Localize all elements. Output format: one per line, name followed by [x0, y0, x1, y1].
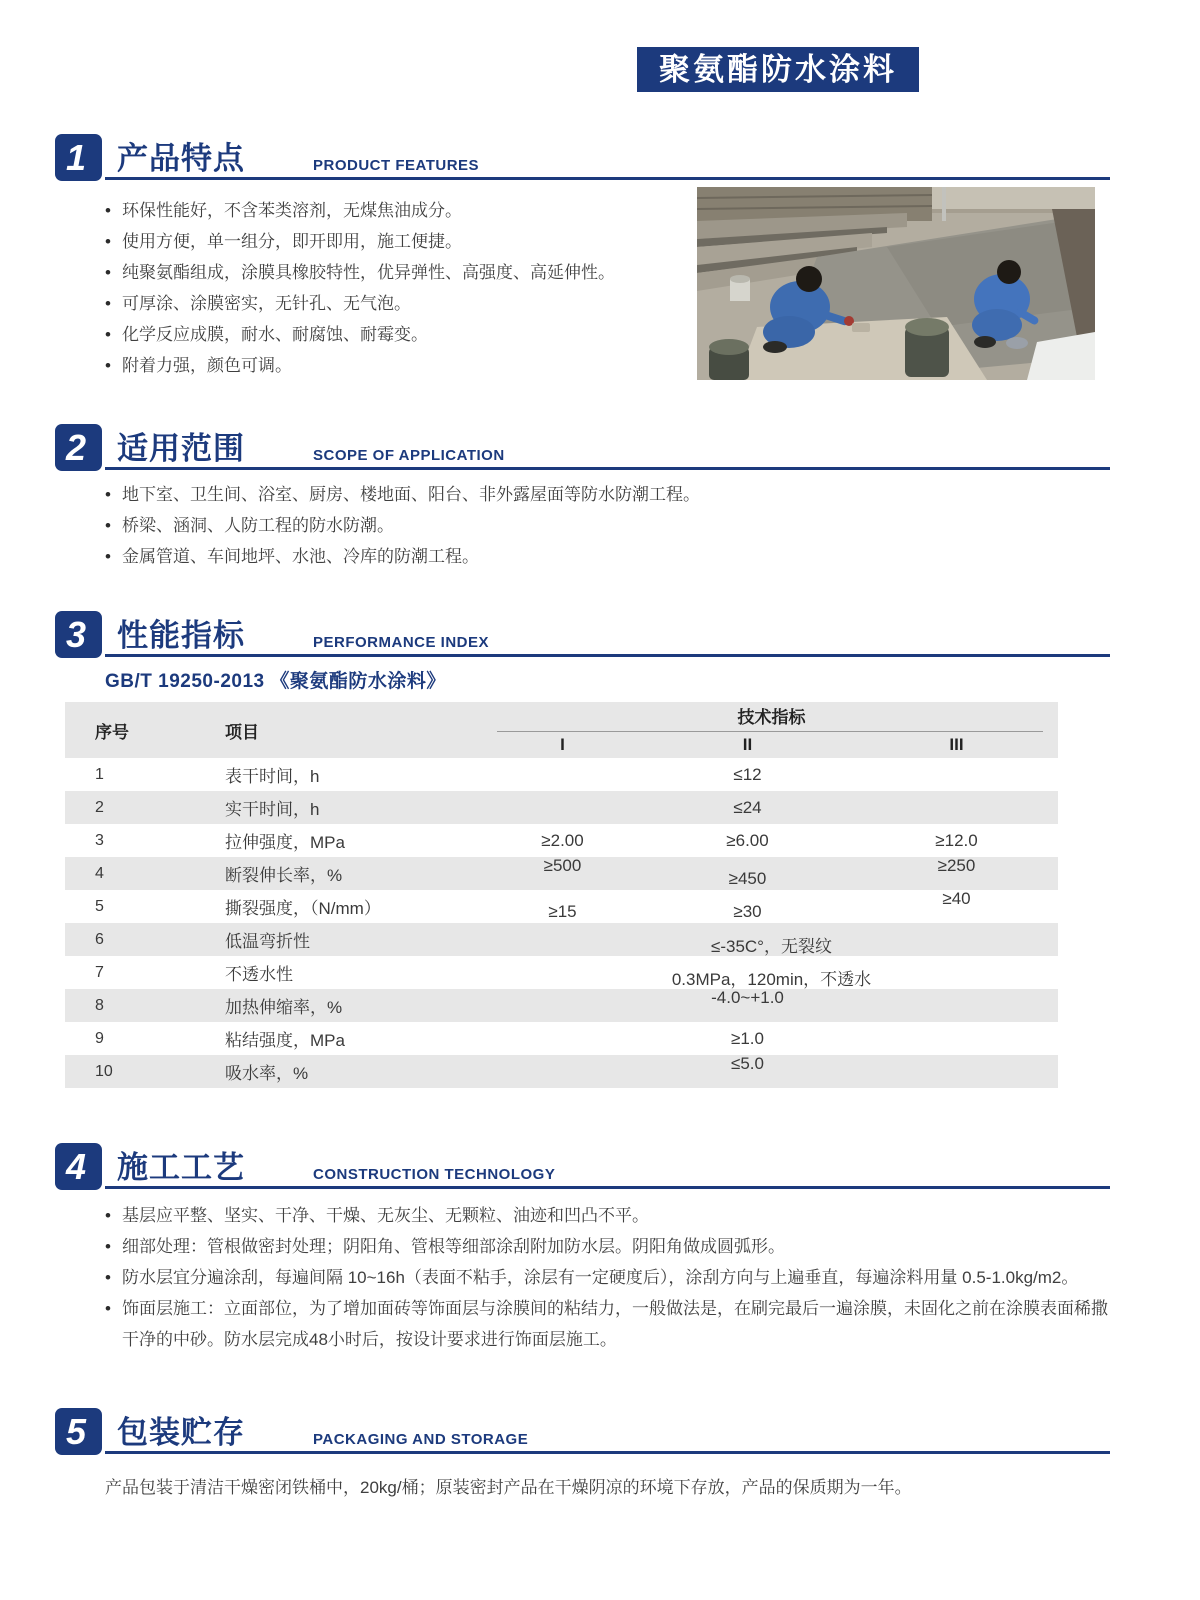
performance-table: [65, 702, 1058, 1088]
table-row: 9 粘结强度，MPa ≥1.0: [95, 1028, 764, 1050]
grade-header-2: II: [742, 735, 753, 754]
section-header-packaging: [55, 1405, 1110, 1455]
table-row: 2 实干时间，h ≤24: [65, 791, 1058, 824]
scope-content: [105, 479, 1200, 572]
list-item: • 可厚涂、涂膜密实，无针孔、无气泡。: [105, 288, 690, 319]
table-row: 10 吸水率，% ≤5.0: [65, 1055, 1058, 1088]
section-subtitle-en: PRODUCT FEATURES: [313, 157, 480, 174]
table-row: 7 不透水性 0.3MPa，120min，不透水: [95, 963, 872, 989]
section-number-badge: 5: [55, 1408, 102, 1455]
table-row: 8 加热伸缩率，% -4.0~+1.0: [65, 989, 1058, 1022]
column-header-item: 项目: [225, 722, 259, 742]
section-header-construction: [55, 1140, 1110, 1190]
list-item: • 金属管道、车间地坪、水池、冷库的防潮工程。: [105, 541, 1200, 572]
section-rule: [105, 654, 1110, 657]
section-title: 产品特点: [117, 141, 245, 176]
section-subtitle-en: SCOPE OF APPLICATION: [313, 447, 505, 464]
section-number-badge: 2: [55, 424, 102, 471]
list-item: • 基层应平整、坚实、干净、干燥、无灰尘、无颗粒、油迹和凹凸不平。: [105, 1200, 1110, 1231]
page-title: 聚氨酯防水涂料: [637, 47, 919, 92]
construction-list: [105, 1200, 1200, 1355]
column-header-tech-index: 技术指标: [485, 702, 1058, 732]
section-rule: [105, 1186, 1110, 1189]
section-number-badge: 4: [55, 1143, 102, 1190]
section-header-product-features: [55, 131, 1110, 181]
section-header-scope: [55, 421, 1110, 471]
table-row: 3 拉伸强度，MPa ≥2.00 ≥6.00 ≥12.0: [95, 830, 978, 852]
barrel: [709, 339, 749, 380]
list-item: • 环保性能好，不含苯类溶剂，无煤焦油成分。: [105, 195, 690, 226]
barrel: [905, 318, 949, 377]
section-rule: [105, 1451, 1110, 1454]
column-header-no: 序号: [95, 722, 129, 742]
section-header-performance: [55, 608, 1110, 658]
list-item: • 地下室、卫生间、浴室、厨房、楼地面、阳台、非外露屋面等防水防潮工程。: [105, 479, 1200, 510]
feature-list: [105, 195, 690, 381]
grade-header-3: III: [949, 735, 964, 754]
list-item: • 附着力强，颜色可调。: [105, 350, 690, 381]
list-item: • 纯聚氨酯组成，涂膜具橡胶特性，优异弹性、高强度、高延伸性。: [105, 257, 690, 288]
table-row: 6 低温弯折性 ≤-35C°，无裂纹: [65, 923, 1058, 956]
section-number-badge: 1: [55, 134, 102, 181]
list-item: • 防水层宜分遍涂刮，每遍间隔 10~16h（表面不粘手，涂层有一定硬度后），涂刮方向与上遍垂直，每遍涂料用量 0.5-1.0kg/m2。: [105, 1262, 1110, 1293]
list-item: • 化学反应成膜，耐水、耐腐蚀、耐霉变。: [105, 319, 690, 350]
section-number-badge: 3: [55, 611, 102, 658]
table-row: 1 表干时间，h ≤12: [95, 764, 762, 786]
table-row: 5 撕裂强度，（N/mm） ≥15 ≥30 ≥40: [95, 888, 971, 921]
standard-reference: GB/T 19250-2013 《聚氨酯防水涂料》: [105, 671, 446, 692]
table-row: 4 断裂伸长率，% ≥500 ≥450 ≥250: [65, 857, 1058, 890]
list-item: • 使用方便，单一组分，即开即用，施工便捷。: [105, 226, 690, 257]
scope-list: [105, 479, 1200, 572]
section-title: 施工工艺: [117, 1150, 245, 1185]
section-subtitle-en: PERFORMANCE INDEX: [313, 634, 490, 651]
list-item: • 细部处理：管根做密封处理；阴阳角、管根等细部涂刮附加防水层。阴阳角做成圆弧形。: [105, 1231, 1110, 1262]
grade-header-1: I: [560, 735, 565, 754]
construction-content: [105, 1200, 1200, 1355]
section-rule: [105, 177, 1110, 180]
table-header: [65, 702, 1058, 758]
product-photo: [697, 187, 1095, 380]
section-subtitle-en: CONSTRUCTION TECHNOLOGY: [313, 1166, 556, 1183]
section-subtitle-en: PACKAGING AND STORAGE: [313, 1431, 529, 1448]
list-item: • 饰面层施工：立面部位，为了增加面砖等饰面层与涂膜间的粘结力，一般做法是，在刷完最后一遍涂膜，未固化之前在涂膜表面稀撒干净的中砂。防水层完成48小时后，按设计要求进行饰面层施工。: [105, 1293, 1110, 1355]
section-rule: [105, 467, 1110, 470]
section-title: 包装贮存: [117, 1415, 245, 1450]
product-features-content: [105, 195, 1200, 391]
section-title: 适用范围: [117, 431, 245, 466]
section-title: 性能指标: [117, 618, 245, 653]
packaging-text: 产品包装于清洁干燥密闭铁桶中，20kg/桶；原装密封产品在干燥阴凉的环境下存放，产品的保质期为一年。: [105, 1478, 912, 1497]
list-item: • 桥梁、涵洞、人防工程的防水防潮。: [105, 510, 1200, 541]
